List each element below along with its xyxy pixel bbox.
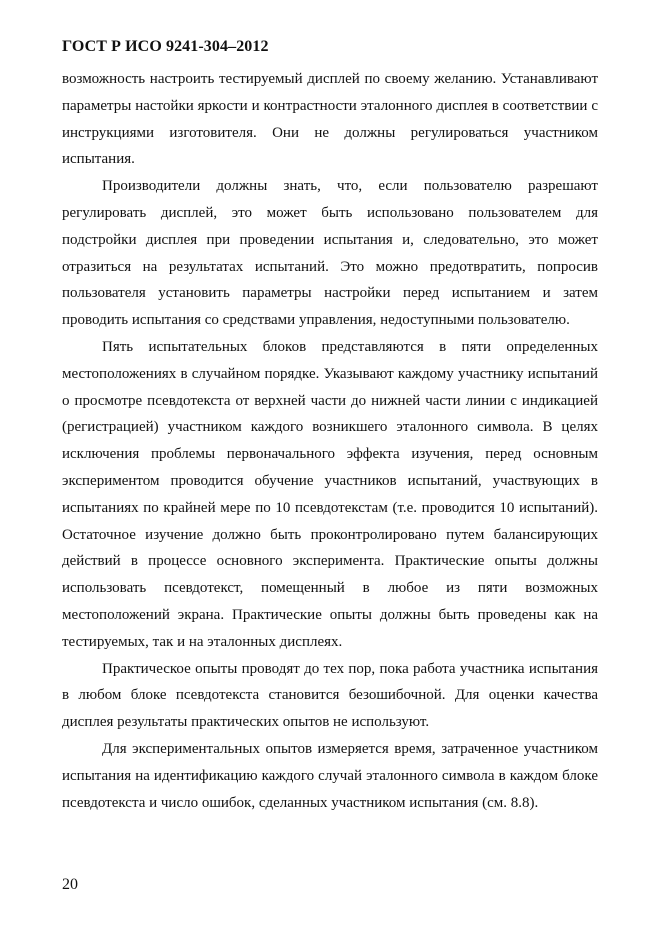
paragraph: Практическое опыты проводят до тех пор, пока работа участника испытания в любом блоке псевдотекста становится безошибочной. Для оценки качества дисплея результаты практических опытов не используют. [62, 660, 598, 731]
paragraph: Пять испытательных блоков представляются в пяти определенных местоположениях в случайном порядке. Указывают каждому участнику испытаний о просмотре псевдотекста от верхней части до нижней части линии с индикацией (регистрацией) участником каждого возникшего эталонного символа. В целях исключения проблемы первоначального эффекта изучения, перед основным экспериментом проводится обучение участников испытаний, участвующих в испытаниях по крайней мере по 10 псевдотекстам (т.е. проводится 10 испытаний). Остаточное изучение должно быть проконтролировано путем балансирующих действий в процессе основного эксперимента. Практические опыты должны использовать псевдотекст, помещенный в любое из пяти возможных местоположений экрана. Практические опыты должны быть проведены как на тестируемых, так и на эталонных дисплеях. [62, 338, 598, 650]
page-header-standard-title: ГОСТ Р ИСО 9241-304–2012 [62, 38, 269, 55]
paragraph: Производители должны знать, что, если пользователю разрешают регулировать дисплей, это может быть использовано пользователем для подстройки дисплея при проведении испытания и, следовательно, это может отразиться на результатах испытаний. Это можно предотвратить, попросив пользователя установить параметры настройки перед испытанием и затем проводить испытания со средствами управления, недоступными пользователю. [62, 178, 598, 329]
paragraph: Для экспериментальных опытов измеряется время, затраченное участником испытания на идентификацию каждого случай эталонного символа в каждом блоке псевдотекста и число ошибок, сделанных участником испытания (см. 8.8). [62, 740, 598, 811]
document-body [62, 66, 598, 816]
paragraph-continuation: возможность настроить тестируемый дисплей по своему желанию. Устанавливают параметры настойки яркости и контрастности эталонного дисплея в соответствии с инструкциями изготовителя. Они не должны регулироваться участником испытания. [62, 71, 598, 168]
page-number: 20 [62, 876, 78, 893]
